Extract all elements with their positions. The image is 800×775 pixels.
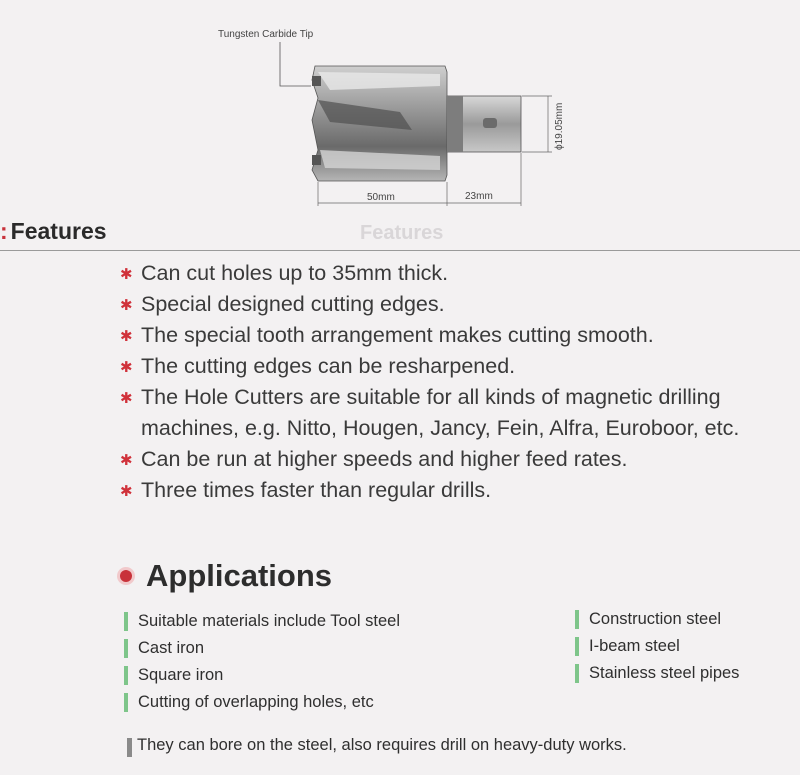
application-item: Suitable materials include Tool steel [124,608,400,635]
features-heading [0,218,107,245]
asterisk-icon: ✱ [120,359,133,376]
features-heading-text: Features [10,218,107,244]
bar-bullet-icon [575,637,579,656]
feature-item: ✱ Can cut holes up to 35mm thick. [120,258,790,289]
bar-bullet-icon [124,612,128,631]
applications-heading-text: Applications [146,558,333,593]
feature-item: ✱ The cutting edges can be resharpened. [120,351,790,382]
bar-bullet-icon [124,693,128,712]
applications-heading [120,558,332,594]
asterisk-icon: ✱ [120,483,133,500]
bar-bullet-icon [127,738,132,757]
shank-flat [483,118,497,128]
application-item: Cutting of overlapping holes, etc [124,689,400,716]
circle-bullet-icon [120,570,132,582]
show-through-text: Features [360,222,444,244]
bar-bullet-icon [124,666,128,685]
dim-shank-label: 23mm [465,191,493,202]
application-item: Cast iron [124,635,400,662]
feature-item: ✱ Special designed cutting edges. [120,289,790,320]
feature-item: ✱ The special tooth arrangement makes cutting smooth. [120,320,790,351]
carbide-tip [312,76,321,86]
tip-leader-line [280,42,311,86]
asterisk-icon: ✱ [120,266,133,283]
applications-list-left [124,608,400,716]
dim-body-label: 50mm [367,192,395,203]
asterisk-icon: ✱ [120,328,133,345]
bar-bullet-icon [124,639,128,658]
application-item: Stainless steel pipes [575,660,739,687]
asterisk-icon: ✱ [120,390,133,407]
application-item: Construction steel [575,606,739,633]
features-list [120,258,790,506]
feature-item: ✱ Three times faster than regular drills. [120,475,790,506]
asterisk-icon: ✱ [120,297,133,314]
bar-bullet-icon [575,610,579,629]
hole-cutter-diagram [0,0,800,215]
carbide-tip [312,155,321,165]
bar-bullet-icon [575,664,579,683]
heading-marker: : [0,218,8,244]
feature-item: ✱ The Hole Cutters are suitable for all kinds of magnetic drilling machines, e.g. Nitto, Hougen, Jancy, Fein, Alfra, Euroboor, etc. [120,385,740,440]
dim-diameter-label: ϕ19.05mm [554,102,565,150]
asterisk-icon: ✱ [120,452,133,469]
application-item: Square iron [124,662,400,689]
application-item: I-beam steel [575,633,739,660]
tip-label: Tungsten Carbide Tip [218,29,314,40]
divider [0,250,800,251]
applications-note: They can bore on the steel, also requires drill on heavy-duty works. [127,736,627,755]
shank-ring [447,96,463,152]
applications-list-right [575,606,739,687]
feature-item: ✱ Can be run at higher speeds and higher feed rates. [120,444,790,475]
